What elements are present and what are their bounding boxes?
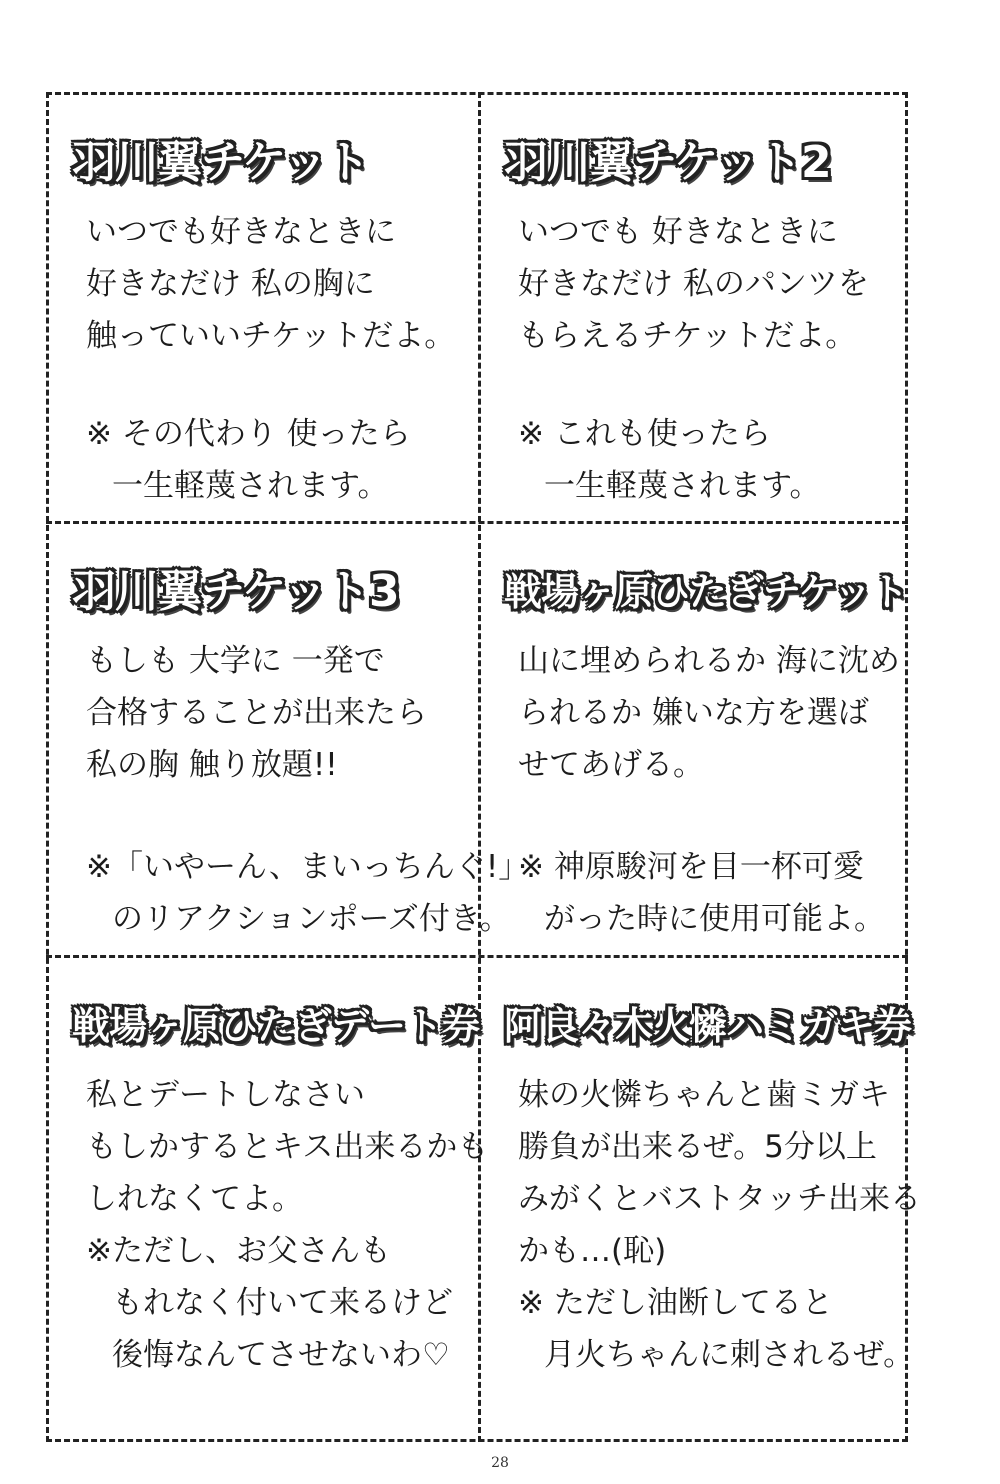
ticket-line: せてあげる。 bbox=[518, 747, 704, 783]
ticket-araragi-karen bbox=[478, 955, 921, 1442]
ticket-title: 阿良々木火憐ハミガキ券 bbox=[504, 1004, 912, 1048]
ticket-body bbox=[86, 206, 463, 362]
ticket-title: 羽川翼チケット3 bbox=[72, 566, 399, 617]
ticket-note bbox=[518, 408, 895, 512]
ticket-note-line: ※ 神原駿河を目一杯可愛 bbox=[518, 849, 864, 885]
ticket-line: もれなく付いて来るけど bbox=[112, 1285, 453, 1321]
ticket-note-line: がった時に使用可能よ。 bbox=[544, 901, 885, 937]
ticket-line: 月火ちゃんに刺されるぜ。 bbox=[544, 1337, 915, 1373]
ticket-note-line: ※「いやーん、まいっちんぐ!」 bbox=[86, 849, 530, 885]
ticket-body bbox=[86, 635, 463, 791]
ticket-line: 私の胸 触り放題!! bbox=[86, 747, 338, 783]
ticket-line: もらえるチケットだよ。 bbox=[518, 318, 857, 354]
ticket-line: 妹の火憐ちゃんと歯ミガキ bbox=[518, 1077, 890, 1113]
ticket-note bbox=[86, 408, 463, 512]
ticket-line: ※ただし、お父さんも bbox=[86, 1233, 391, 1269]
ticket-line: 勝負が出来るぜ。5分以上 bbox=[518, 1129, 877, 1165]
ticket-line: みがくとバストタッチ出来る bbox=[518, 1181, 921, 1217]
ticket-hanekawa-3 bbox=[46, 521, 530, 955]
ticket-line: 後悔なんてさせないわ♡ bbox=[112, 1337, 450, 1373]
page-number: 28 bbox=[491, 1455, 509, 1471]
ticket-hanekawa-2 bbox=[478, 92, 909, 522]
ticket-title: 羽川翼チケット2 bbox=[504, 137, 831, 188]
ticket-note-line: ※ これも使ったら bbox=[518, 416, 771, 452]
ticket-line: もしかするとキス出来るかも bbox=[86, 1129, 489, 1165]
ticket-line: 好きなだけ 私の胸に bbox=[86, 266, 375, 302]
ticket-line: 合格することが出来たら bbox=[86, 695, 427, 731]
ticket-title: 羽川翼チケット bbox=[72, 137, 370, 188]
ticket-line: もしも 大学に 一発で bbox=[86, 643, 385, 679]
ticket-line: 山に埋められるか 海に沈め bbox=[518, 643, 900, 679]
ticket-line: かも…(恥) bbox=[518, 1233, 667, 1269]
ticket-note-line: のリアクションポーズ付き。 bbox=[112, 901, 511, 937]
ticket-title: 戦場ヶ原ひたぎチケット bbox=[504, 570, 908, 614]
ticket-hanekawa-1 bbox=[46, 92, 477, 522]
ticket-line: いつでも好きなときに bbox=[86, 214, 396, 250]
ticket-note-line: 一生軽蔑されます。 bbox=[544, 468, 821, 504]
ticket-note-line: ※ その代わり 使ったら bbox=[86, 416, 411, 452]
ticket-senjougahara-date bbox=[46, 955, 489, 1442]
ticket-note bbox=[86, 841, 530, 945]
ticket-line: 触っていいチケットだよ。 bbox=[86, 318, 456, 354]
ticket-body bbox=[518, 635, 900, 791]
ticket-line: しれなくてよ。 bbox=[86, 1181, 303, 1217]
ticket-line: 私とデートしなさい bbox=[86, 1077, 365, 1113]
ticket-note-line: 一生軽蔑されます。 bbox=[112, 468, 389, 504]
ticket-senjougahara bbox=[478, 521, 909, 955]
ticket-body bbox=[518, 206, 895, 362]
ticket-title: 戦場ヶ原ひたぎデート券 bbox=[72, 1004, 480, 1048]
ticket-line: ※ ただし油断してると bbox=[518, 1285, 833, 1321]
ticket-body bbox=[86, 1069, 489, 1381]
ticket-line: いつでも 好きなときに bbox=[518, 214, 838, 250]
ticket-body bbox=[518, 1069, 921, 1381]
ticket-line: 好きなだけ 私のパンツを bbox=[518, 266, 869, 302]
ticket-note bbox=[518, 841, 895, 945]
ticket-line: られるか 嫌いな方を選ば bbox=[518, 695, 869, 731]
